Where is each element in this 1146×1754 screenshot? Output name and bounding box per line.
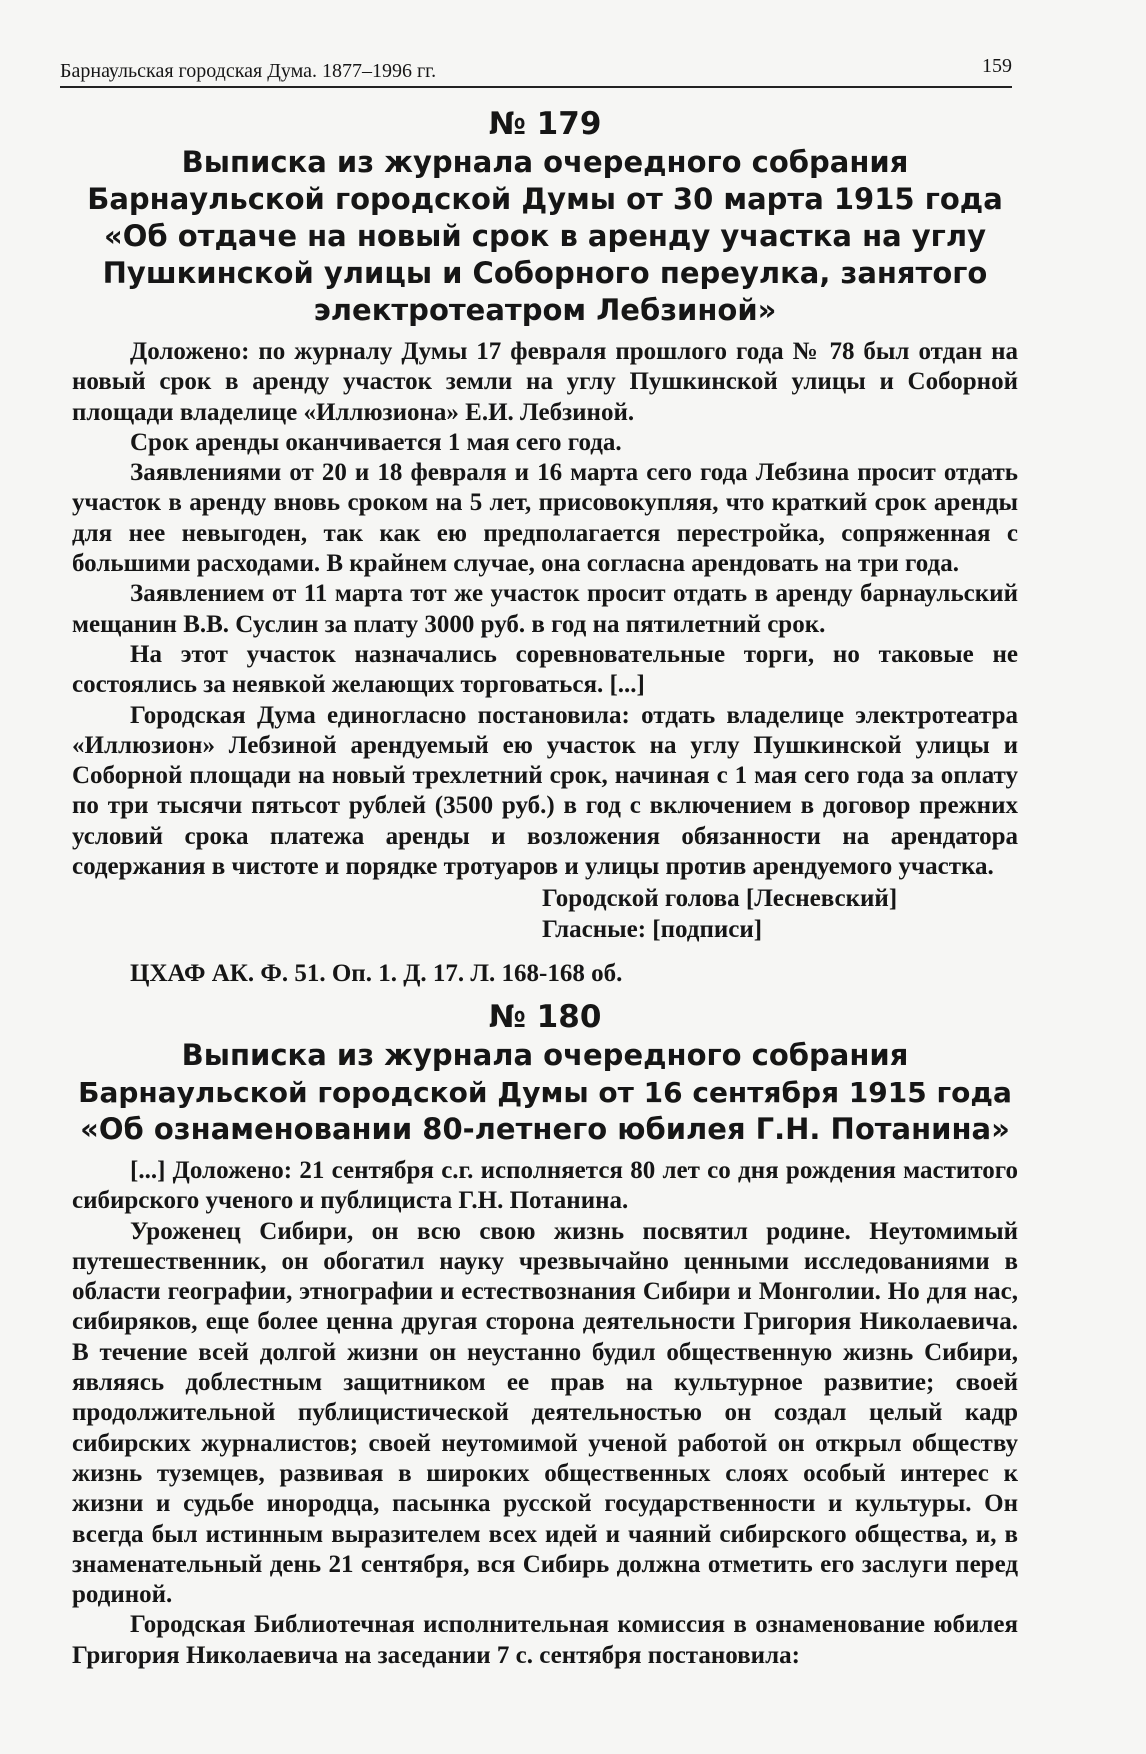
page-content xyxy=(72,100,1018,1671)
heading-line: «Об отдаче на новый срок в аренду участка на углу xyxy=(104,219,986,253)
document-179 xyxy=(72,106,1018,989)
paragraph: Городская Дума единогласно постановила: отдать владелице электротеатра «Иллюзион» Лебзиной арендуемый ею участок на углу Пушкинской улицы и Соборной площади на новый трехлетний срок, начиная с 1 мая сего года за оплату по три тысячи пятьсот рублей (3500 руб.) в год с включением в договор прежних условий срока платежа аренды и возложения обязанности на арендатора содержания в чистоте и порядке тротуаров и улицы против арендуемого участка. xyxy=(72,701,1018,881)
document-heading xyxy=(72,144,1018,329)
document-number: № 180 xyxy=(488,998,602,1035)
running-title: Барнаульская городская Дума. 1877–1996 гг. xyxy=(60,60,437,82)
heading-line: Выписка из журнала очередного собрания xyxy=(181,145,909,179)
document-heading xyxy=(72,1037,1018,1148)
heading-line: Барнаульской городской Думы от 30 марта 1915 года xyxy=(87,182,1003,216)
heading-line: Пушкинской улицы и Соборного переулка, занятого xyxy=(102,256,988,290)
paragraph: [...] Доложено: 21 сентября с.г. исполняется 80 лет со дня рождения маститого сибирского ученого и публициста Г.Н. Потанина. xyxy=(72,1156,1018,1215)
document-number: № 179 xyxy=(488,106,602,142)
paragraph: Доложено: по журналу Думы 17 февраля прошлого года № 78 был отдан на новый срок в аренду участок земли на углу Пушкинской улицы и Соборной площади владелице «Иллюзиона» Е.И. Лебзиной. xyxy=(72,338,1018,426)
document-180 xyxy=(72,999,1018,1671)
paragraph: На этот участок назначались соревновательные торги, но таковые не состоялись за неявкой желающих торговаться. [...] xyxy=(72,640,1018,699)
heading-line: электротеатром Лебзиной» xyxy=(313,293,777,327)
heading-line: Выписка из журнала очередного собрания xyxy=(181,1037,909,1072)
paragraph: Уроженец Сибири, он всю свою жизнь посвятил родине. Неутомимый путешественник, он обогатил науку чрезвычайно ценными исследованиями в области географии, этнографии и естествознания Сибири и Монголии. Но для нас, сибиряков, еще более ценна другая сторона деятельности Григория Николаевича. В течение всей долгой жизни он неустанно будил общественную жизнь Сибири, являясь доблестным защитником ее прав на культурное развитие; своей продолжительной публицистической деятельностью он создал целый кадр сибирских журналистов; своей неутомимой ученой работой он открыл обществу жизнь туземцев, развивая в широких общественных слоях особый интерес к жизни и судьбе инородца, пасынка русской государственности и культуры. Он всегда был истинным выразителем всех идей и чаяний сибирского общества, и, в знаменательный день 21 сентября, вся Сибирь должна отметить его заслуги перед родиной. xyxy=(72,1217,1018,1609)
paragraph: Городская Библиотечная исполнительная комиссия в ознаменование юбилея Григория Николаевича на заседании 7 с. сентября постановила: xyxy=(72,1611,1018,1669)
page-number: 159 xyxy=(982,55,1012,77)
signature-line: Городской голова [Лесневский] xyxy=(542,885,898,913)
running-head xyxy=(60,56,1012,88)
paragraph: Заявлением от 11 марта тот же участок просит отдать в аренду барнаульский мещанин В.В. Суслин за плату 3000 руб. в год на пятилетний срок. xyxy=(72,580,1018,638)
signature-line: Гласные: [подписи] xyxy=(542,915,763,943)
heading-line: Барнаульской городской Думы от 16 сентября 1915 года xyxy=(78,1075,1012,1109)
archive-reference: ЦХАФ АК. Ф. 51. Оп. 1. Д. 17. Л. 168-168 об. xyxy=(130,959,623,987)
heading-line: «Об ознаменовании 80-летнего юбилея Г.Н. Потанина» xyxy=(80,1111,1010,1146)
paragraph: Срок аренды оканчивается 1 мая сего года. xyxy=(130,428,622,456)
paragraph: Заявлениями от 20 и 18 февраля и 16 марта сего года Лебзина просит отдать участок в аренду вновь сроком на 5 лет, присовокупляя, что краткий срок аренды для нее невыгоден, так как ею предполагается перестройка, сопряженная с большими расходами. В крайнем случае, она согласна арендовать на три года. xyxy=(72,459,1018,578)
